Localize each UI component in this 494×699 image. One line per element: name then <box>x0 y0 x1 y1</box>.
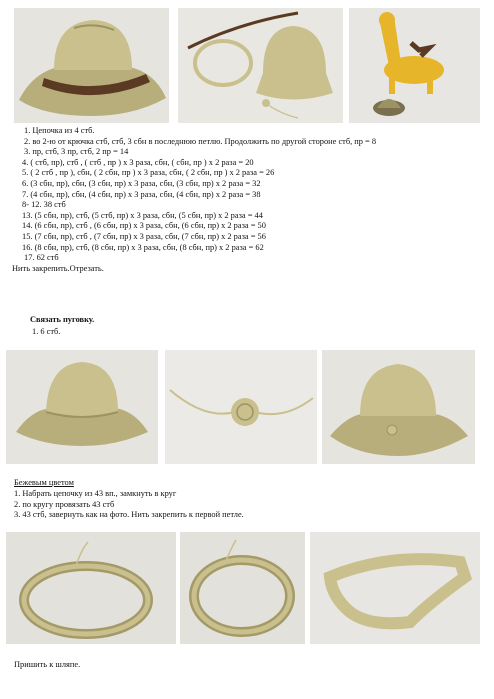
photo-button-on-cord <box>165 350 317 464</box>
pattern-step: 5. ( 2 стб , пр ), сбн, ( 2 сбн, пр ) х 3 раза, сбн, ( 2 сбн, пр ) х 2 раза = 26 <box>22 168 275 178</box>
pattern-step: 14. (6 сбн, пр), стб , (6 сбн, пр) х 3 раза, сбн, (6 сбн, пр) х 2 раза = 50 <box>22 221 266 231</box>
pattern-step: 15. (7 сбн, пр), стб , (7 сбн, пр) х 3 раза, сбн, (7 сбн, пр) х 2 раза = 56 <box>22 231 266 241</box>
photo-band-finished <box>310 532 480 644</box>
pattern-finish-note: Нить закрепить.Отрезать. <box>12 263 104 273</box>
pattern-step: 1. Цепочка из 4 стб. <box>24 126 95 135</box>
band-step: 2. по кругу провязать 43 стб <box>14 499 115 509</box>
photo-band-ring-2 <box>180 532 305 644</box>
button-heading: Связать пуговку. <box>30 315 95 324</box>
photo-giraffe-toy <box>349 8 480 123</box>
photo-band-ring-1 <box>6 532 176 644</box>
photo-hat-front <box>6 350 158 464</box>
pattern-step: 16. (8 сбн, пр), стб, (8 сбн, пр) х 3 раза, сбн, (8 сбн, пр) х 2 раза = 62 <box>22 242 264 252</box>
footer-note: Пришить к шляпе. <box>14 660 81 669</box>
button-step: 1. 6 стб. <box>32 327 61 336</box>
pattern-steps-list <box>12 126 377 274</box>
pattern-step: 2. во 2-ю от крючка стб, стб, 3 сбн в последнюю петлю. Продолжить по другой стороне стб, пр = 8 <box>24 136 377 146</box>
pattern-step: 17. 62 стб <box>24 253 59 263</box>
band-steps-list <box>14 489 244 521</box>
photo-hat-and-band-parts <box>178 8 343 123</box>
photo-hat-with-band <box>14 8 169 123</box>
pattern-step: 4. ( стб, пр), стб , ( стб , пр ) х 3 раза, сбн, ( сбн, пр ) х 2 раза = 20 <box>22 157 254 167</box>
band-step: 3. 43 стб, завернуть как на фото. Нить закрепить к первой петле. <box>14 510 244 520</box>
pattern-step: 13. (5 сбн, пр), стб, (5 стб, пр) х 3 раза, сбн, (5 сбн, пр) х 2 раза = 44 <box>22 210 263 220</box>
pattern-step: 8- 12. 38 стб <box>22 200 66 210</box>
pattern-step: 7. (4 сбн, пр), сбн, (4 сбн, пр) х 3 раза, сбн, (4 сбн, пр) х 2 раза = 38 <box>22 189 261 199</box>
band-heading: Бежевым цветом <box>14 478 74 487</box>
band-step: 1. Набрать цепочку из 43 вп., замкнуть в круг <box>14 489 177 498</box>
photo-hat-side <box>322 350 475 464</box>
pattern-step: 3. пр, стб, 3 пр, стб, 2 пр = 14 <box>24 147 129 157</box>
pattern-step: 6. (3 сбн, пр), сбн, (3 сбн, пр) х 3 раза, сбн, (3 сбн, пр) х 2 раза = 32 <box>22 178 261 188</box>
